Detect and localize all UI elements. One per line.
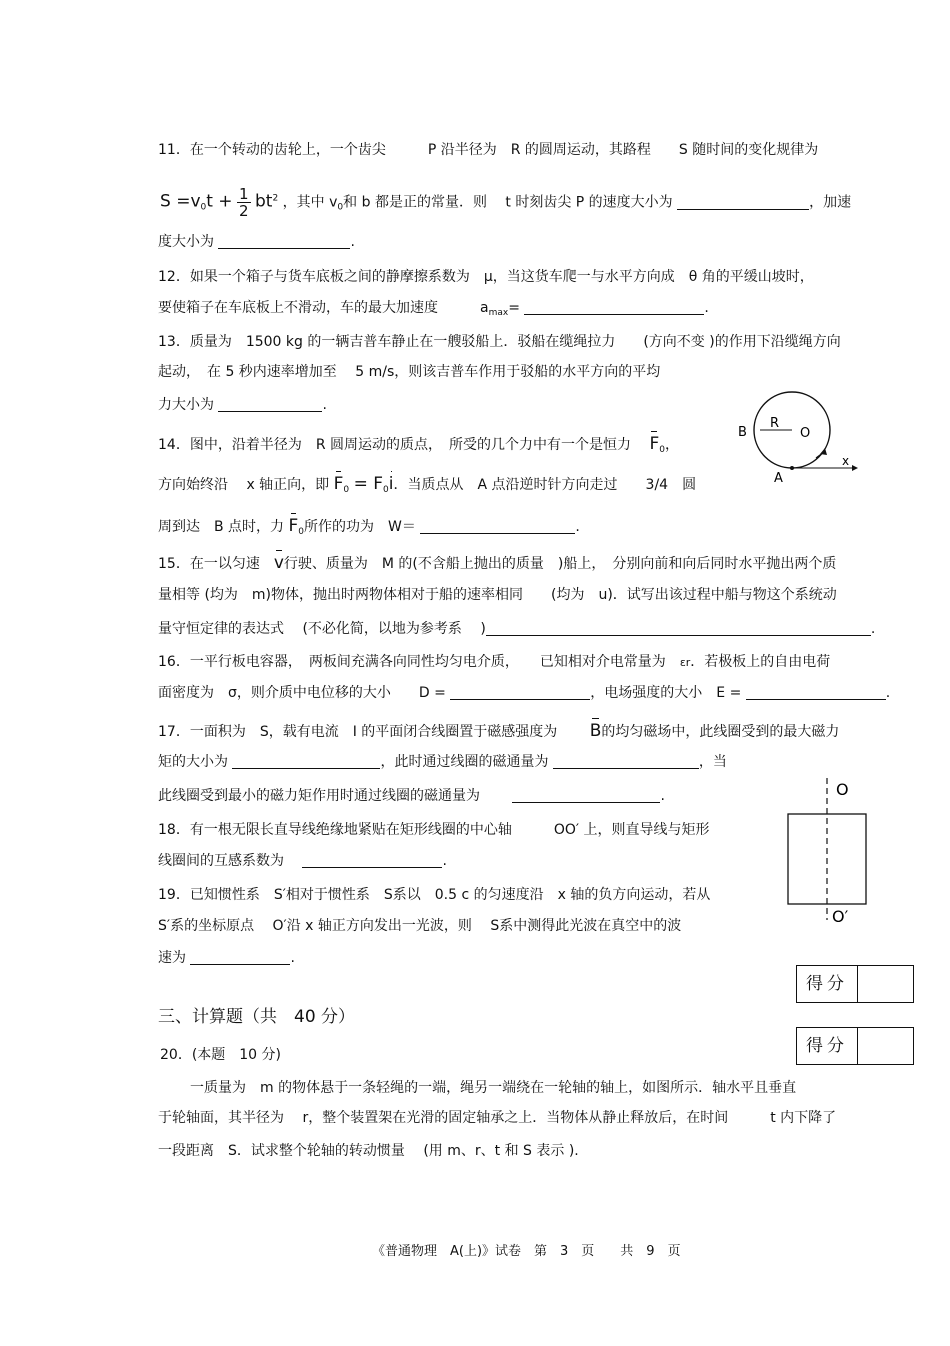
q11-eq-lhs: S =v [160, 191, 201, 212]
q20-head: 20．(本题 10 分) [160, 1047, 282, 1063]
q11-eq-t: t + [206, 191, 233, 212]
q13-blank-force[interactable] [218, 396, 322, 412]
q17-blank-torque[interactable] [232, 753, 380, 769]
fig-label-a: A [774, 471, 783, 486]
q11-fraction: $\frac{1}{2}$ [239, 185, 249, 220]
q19-line3: 速为 . [158, 950, 295, 966]
fig-label-o: O [800, 426, 811, 441]
score-field-2[interactable] [858, 1028, 913, 1064]
mu-symbol: μ [483, 269, 493, 285]
q16-line1: 16．一平行板电容器， 两板间充满各向同性均匀电介质， 已知相对介电常量为 εr．若极板上的自由电荷 [158, 654, 831, 670]
q20-line1: 一质量为 m 的物体悬于一条轻绳的一端，绳另一端绕在一轮轴的轴上，如图所示．轴水平且垂直 [190, 1080, 797, 1096]
fig-x-arrow-icon [852, 465, 858, 471]
q14-line3: 周到达 B 点时，力 $F_0$所作的功为 W＝ . [158, 516, 580, 537]
q14-line1: 14．图中，沿着半径为 R 圆周运动的质点， 所受的几个力中有一个是恒力 $F_0$， [158, 434, 679, 455]
q15-blank-momentum[interactable] [486, 620, 871, 636]
q15-line1: 15．在一以匀速 v行驶、质量为 M 的(不含船上抛出的质量 )船上， 分别向前和向后同时水平抛出两个质 [158, 553, 837, 573]
epsilon-symbol: εr [679, 656, 691, 669]
q17-blank-flux2[interactable] [512, 787, 660, 803]
score-field-1[interactable] [858, 966, 913, 1002]
q17-line3: 此线圈受到最小的磁力矩作用时通过线圈的磁通量为 . [158, 788, 665, 804]
q19-line2: S′系的坐标原点 O′沿 x 轴正方向发出一光波，则 S系中测得此光波在真空中的波 [158, 918, 682, 934]
q11-line2: $S =v_0t$ + $\frac{1}{2}$ $bt^2$ ，其中 $v_0$和 b 都是正的常量．则 t 时刻齿尖 P 的速度大小为 ，加速 [160, 185, 852, 220]
q13-line1: 13．质量为 1500 kg 的一辆吉普车静止在一艘驳船上．驳船在缆绳拉力 (方向不变 )的作用下沿缆绳方向 [158, 334, 841, 350]
q17-blank-flux1[interactable] [553, 753, 699, 769]
q13-line3: 力大小为 . [158, 397, 327, 413]
q18-line1: 18．有一根无限长直导线绝缘地紧贴在矩形线圈的中心轴 OO′ 上，则直导线与矩形 [158, 822, 710, 838]
fig-label-b: B [738, 425, 747, 440]
q15-line3: 量守恒定律的表达式 (不必化简，以地为参考系 ) . [158, 621, 876, 637]
q14-circle-figure [732, 388, 862, 488]
page-footer: 《普通物理 A(上)》试卷 第 3 页 共 9 页 [372, 1244, 681, 1259]
q12-line2: 要使箱子在车底板上不滑动，车的最大加速度 $a_{max}=$ . [158, 300, 709, 318]
q13-line2: 起动， 在 5 秒内速率增加至 5 m/s，则该吉普车作用于驳船的水平方向的平均 [158, 364, 661, 380]
q20-line3: 一段距离 S．试求整个轮轴的转动惯量 (用 m、r、t 和 S 表示 ). [158, 1143, 579, 1159]
fig-label-x: x [842, 454, 850, 468]
q11-line3: 度大小为 . [158, 234, 355, 250]
fig-point-a [790, 466, 794, 470]
q11-text-b: 和 b 都是正的常量．则 t 时刻齿尖 P 的速度大小为 [343, 194, 673, 211]
q11-text-a: ，其中 v [282, 194, 338, 211]
q16-line2: 面密度为 σ，则介质中电位移的大小 D = ，电场强度的大小 E = . [158, 685, 891, 701]
q11-line1: 11．在一个转动的齿轮上，一个齿尖 P 沿半径为 R 的圆周运动，其路程 S 随时间的变化规律为 [158, 142, 819, 158]
q12-blank-amax[interactable] [524, 299, 704, 315]
sigma-symbol: σ [228, 685, 237, 701]
q19-line1: 19．已知惯性系 S′相对于惯性系 S系以 0.5 c 的匀速度沿 x 轴的负方向运动，若从 [158, 887, 711, 903]
q15-line2: 量相等 (均为 m)物体，抛出时两物体相对于船的速率相同 (均为 u)．试写出该过程中船与物这个系统动 [158, 587, 837, 603]
q19-blank-speed[interactable] [190, 949, 290, 965]
q20-line2: 于轮轴面，其半径为 r，整个装置架在光滑的固定轴承之上．当物体从静止释放后，在时间 t 内下降了 [158, 1110, 837, 1126]
q18-blank-mutual[interactable] [302, 852, 442, 868]
q18-coil-figure [780, 772, 880, 932]
section-heading: 三、计算题（共 40 分） [158, 1007, 356, 1027]
theta-symbol: θ [688, 269, 698, 285]
q14-blank-work[interactable] [420, 518, 575, 534]
q11-blank-acceleration[interactable] [218, 233, 350, 249]
score-box-2: 得分 [796, 1027, 914, 1065]
q11-eq-bt: bt [255, 191, 273, 212]
q17-line2: 矩的大小为 ，此时通过线圈的磁通量为 ，当 [158, 754, 727, 770]
fig-label-o-bottom: O′ [832, 907, 849, 926]
fig-label-r: R [770, 416, 780, 431]
q14-line2: 方向始终沿 x 轴正向，即 $F_0 = F_0i$．当质点从 A 点沿逆时针方向走过 3/4 圆 [158, 474, 697, 495]
q16-blank-d[interactable] [450, 684, 590, 700]
q18-line2: 线圈间的互感系数为 . [158, 853, 447, 869]
score-box-1: 得分 [796, 965, 914, 1003]
fig-label-o-top: O [836, 780, 849, 799]
q12-line1: 12．如果一个箱子与货车底板之间的静摩擦系数为 μ，当这货车爬一与水平方向成 θ 角的平缓山坡时， [158, 269, 814, 285]
q17-line1: 17．一面积为 S，载有电流 I 的平面闭合线圈置于磁感强度为 B的均匀磁场中，此线圈受到的最大磁力 [158, 721, 840, 741]
q16-blank-e[interactable] [746, 684, 886, 700]
q11-blank-velocity[interactable] [677, 194, 809, 210]
